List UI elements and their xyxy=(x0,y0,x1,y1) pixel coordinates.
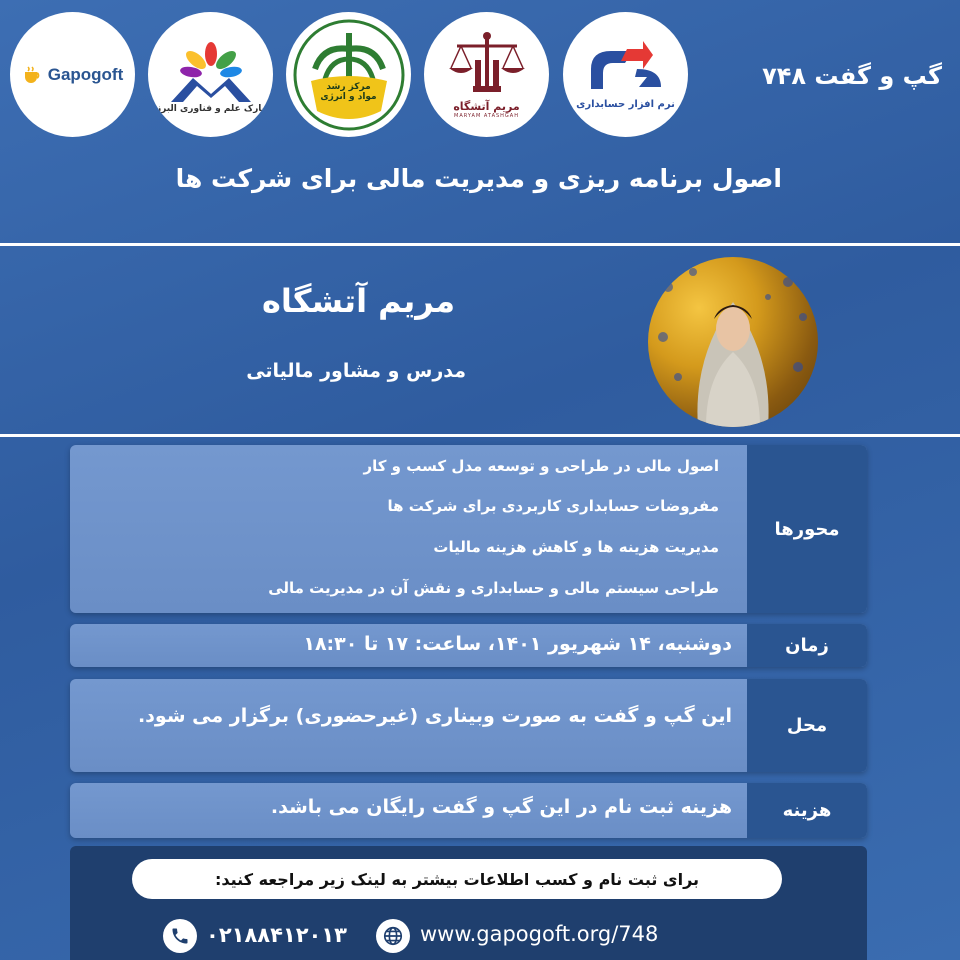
cost-label: هزینه xyxy=(747,783,867,838)
topic-item-4: طراحی سیستم مالی و حسابداری و نقش آن در مدیریت مالی xyxy=(268,579,719,597)
farda-sub-text: نرم افزار حسابداری xyxy=(576,99,675,110)
series-title: گپ و گفت ۷۴۸ xyxy=(762,62,942,90)
gapogoft-logo xyxy=(10,12,135,137)
topic-item-3: مدیریت هزینه ها و کاهش هزینه مالیات xyxy=(433,538,719,556)
registration-cta-text: برای ثبت نام و کسب اطلاعات بیشتر به لینک زیر مراجعه کنید: xyxy=(214,869,700,889)
registration-cta xyxy=(132,859,782,899)
place-value: این گپ و گفت به صورت وبیناری (غیرحضوری) برگزار می شود. xyxy=(137,705,732,727)
phone-number[interactable]: ۰۲۱۸۸۴۱۲۰۱۳ xyxy=(206,923,347,947)
topic-item-2: مفروضات حسابداری کاربردی برای شرکت ها xyxy=(387,497,719,515)
atashgah-logo xyxy=(424,12,549,137)
alborz-park-logo xyxy=(148,12,273,137)
topics-box xyxy=(70,445,867,613)
globe-icon xyxy=(376,919,410,953)
cost-value: هزینه ثبت نام در این گپ و گفت رایگان می باشد. xyxy=(270,796,732,818)
atashgah-logo-text: مریم آتشگاه xyxy=(453,100,520,113)
growth-center-logo xyxy=(286,12,411,137)
place-box xyxy=(70,679,867,772)
speaker-name: مریم آتشگاه xyxy=(261,282,455,320)
divider-middle xyxy=(0,434,960,437)
event-title: اصول برنامه ریزی و مدیریت مالی برای شرکت ها xyxy=(175,164,782,193)
speaker-photo xyxy=(648,257,818,427)
phone-icon xyxy=(163,919,197,953)
cup-icon xyxy=(22,64,44,86)
time-value: دوشنبه، ۱۴ شهریور ۱۴۰۱، ساعت: ۱۷ تا ۱۸:۳۰ xyxy=(303,633,732,655)
time-label: زمان xyxy=(747,624,867,667)
topic-item-1: اصول مالی در طراحی و توسعه مدل کسب و کار xyxy=(363,457,719,475)
farda-mark-icon xyxy=(581,39,671,99)
gapogoft-logo-text: Gapogoft xyxy=(47,64,124,84)
growth-center-line1: مرکز رشد xyxy=(326,82,371,92)
time-box xyxy=(70,624,867,667)
cost-box xyxy=(70,783,867,838)
website-link[interactable]: www.gapogoft.org/748 xyxy=(420,922,659,946)
speaker-role: مدرس و مشاور مالیاتی xyxy=(246,360,466,382)
growth-center-emblem-icon xyxy=(293,19,405,131)
farda-logo xyxy=(563,12,688,137)
growth-center-line2: مواد و انرژی xyxy=(320,92,377,102)
atashgah-logo-latin: MARYAM ATASHGAH xyxy=(454,113,519,119)
footer-panel xyxy=(70,846,867,960)
place-label: محل xyxy=(747,679,867,772)
scales-of-justice-icon xyxy=(447,30,527,100)
speaker-portrait-icon xyxy=(648,257,818,427)
topics-label: محورها xyxy=(747,445,867,613)
divider-top xyxy=(0,243,960,246)
alborz-flower-icon xyxy=(161,36,261,106)
alborz-park-text: پارک علم و فناوری البرز xyxy=(155,103,266,114)
